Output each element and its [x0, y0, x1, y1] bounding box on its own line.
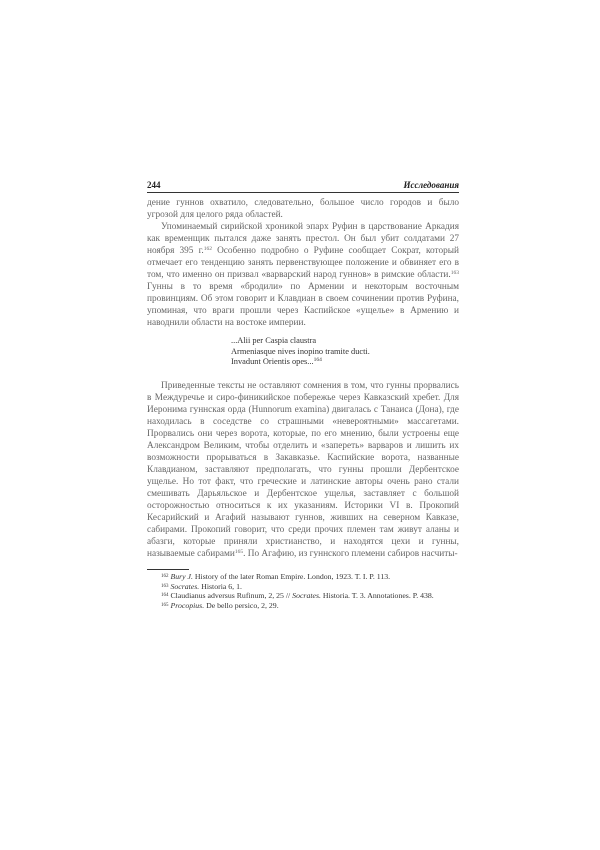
- section-title: Исследования: [403, 180, 459, 190]
- footnote-text: Historia 6, 1.: [199, 581, 242, 591]
- footnote-text: History of the later Roman Empire. London, 1923. T. I. P. 113.: [192, 571, 391, 581]
- footnote-pre: Claudianus adversus Rufinum, 2, 25 //: [170, 591, 293, 601]
- paragraph-3-text-a: Приведенные тексты не оставляют сомнения в том, что гунны прорвались в Междуречье и сиро-финикийское побережье через Кавказский хребет. Для Иеронима гуннская орда (Hunnorum examina) двигалась с Танаиса (Дона), где находилась в соседстве со страшными «невероятными» массагетами. Прорвались они через ворота, которые, по его мнению, были устроены еще Александром Великим, чтобы отделить и «запереть» варваров и лишить их возможности прорываться в Закавказье. Каспийские ворота, названные Клавдианом, заставляют предполагать, что гунны прошли Дербентское ущелье. Но тот факт, что греческие и латинские авторы очень рано стали смешивать Дарьяльское и Дербентское ущелья, заставляет с большой осторожностью относиться к их указаниям. Историки VI в. Прокопий Кесарийский и Агафий называют гуннов, живших на северном Кавказе, сабирами. Прокопий говорит, что среди прочих племен там живут аланы и абазги, которые приняли христианство, и находятся цехи и гунны, называемые сабирами: [147, 380, 459, 559]
- footnote-ref-165[interactable]: 165: [234, 548, 244, 555]
- footnote-author: Socrates.: [292, 591, 321, 601]
- page-number: 244: [147, 180, 161, 190]
- paragraph-3: [147, 380, 459, 560]
- paragraph-2: [147, 221, 459, 329]
- paragraph-2-text-a: Упоминаемый сирийской хроникой эпарх Руфин в царствование Аркадия как временщик пытался даже занять престол. Он был убит солдатами 27 ноября 395 г.: [147, 222, 459, 256]
- footnote-ref-164[interactable]: 164: [313, 357, 322, 364]
- footnote-number: 164: [161, 593, 169, 599]
- footnote-text: De bello persico, 2, 29.: [204, 601, 279, 611]
- footnote-ref-162[interactable]: 162: [203, 246, 212, 252]
- footnote-author: Procopius.: [170, 601, 205, 611]
- footnote-164: [147, 591, 459, 601]
- paragraph-2-text-c: Гунны в то время «бродили» по Армении и некоторым восточным провинциям. Об этом говорит и Клавдиан в своем сочинении против Руфина, упоминая, что враги прошли через Каспийское «ущелье» в Армению и наводнили области на востоке империи.: [147, 282, 459, 328]
- footnote-author: Bury J.: [170, 571, 193, 581]
- paragraph-3-text-b: . По Агафию, из гуннского племени сабиров насчиты-: [243, 548, 458, 559]
- footnote-number: 163: [161, 583, 169, 589]
- footnote-number: 165: [161, 603, 169, 609]
- footnote-162: [147, 572, 459, 582]
- footnote-text: Historia. T. 3. Annotationes. P. 438.: [320, 591, 434, 601]
- footnotes: [147, 569, 459, 611]
- paragraph-1: [147, 197, 459, 221]
- footnote-rule: [147, 569, 189, 570]
- footnote-163: [147, 582, 459, 592]
- verse-line-3-text: Invadunt Orientis opes...: [231, 357, 314, 367]
- verse-quote: [231, 336, 459, 368]
- running-head: [147, 180, 459, 193]
- verse-line-2: Armeniasque nives inopino tramite ducti.: [231, 346, 370, 356]
- paragraph-1-text: дение гуннов охватило, следовательно, большое число городов и было угрозой для целого ряда областей.: [147, 198, 459, 220]
- paragraph-2-text-b: Особенно подробно о Руфине сообщает Сократ, который отмечает его тенденцию занять первенствующее положение и обвиняет его в том, что именно он призвал «варварский народ гуннов» в римские области.: [147, 246, 459, 280]
- book-page: [147, 180, 459, 611]
- footnote-number: 162: [161, 573, 169, 579]
- body-text: [147, 197, 459, 560]
- verse-line-1: ...Alii per Caspia claustra: [231, 336, 317, 345]
- footnote-165: [147, 601, 459, 611]
- verse-line-3: [231, 357, 459, 368]
- footnote-author: Socrates.: [170, 581, 200, 591]
- footnote-ref-163[interactable]: 163: [450, 270, 459, 276]
